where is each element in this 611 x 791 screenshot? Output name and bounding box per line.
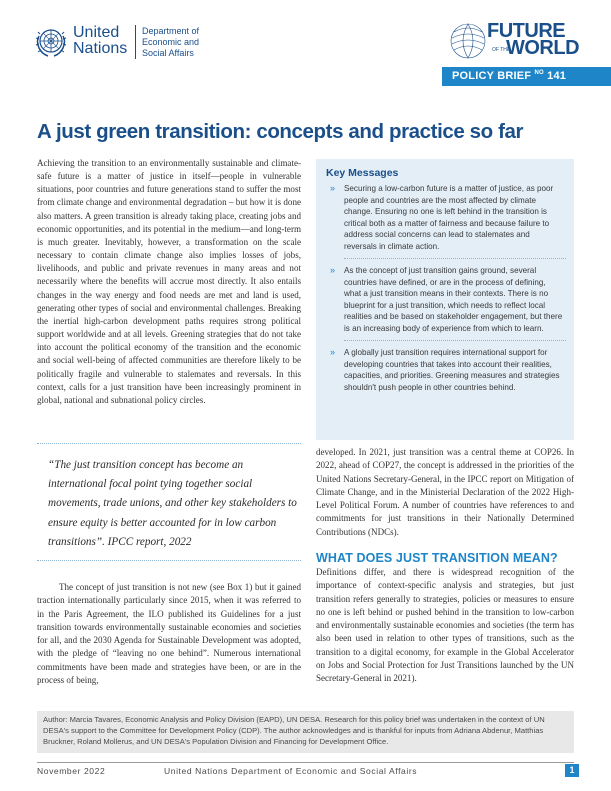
key-message-divider xyxy=(344,258,566,259)
quote-divider-top xyxy=(37,443,301,444)
un-name xyxy=(73,25,135,57)
page-header xyxy=(0,0,611,112)
page-title: A just green transition: concepts and practice so far xyxy=(37,120,524,143)
intro-paragraph: Achieving the transition to an environmentally sustainable and climate-safe future is a matter of justice in itself—people in vulnerable situations, poor countries and future generations stand to suffer the most from climate change and environmental degradation – but how it is done also matters. A green transition is already taking place, creating jobs and economic opportunities, and its potential in the medium—and long-term is much greater. Inevitably, however, a transformation on the scale necessary to contain climate change also implies losses of jobs, livelihoods, and public and private revenues in many areas and not necessarily where the benefits will accrue most directly. It also entails changes in the way energy and food needs are met and land is used, generating other types of social and environmental challenges. Breaking the inertial high-carbon development paths requires strong political support worldwide and at all levels. Greening strategies that do not take into account the political economy of the transition and the economic and social well-being of affected communities are therefore likely to be politically fragile and vulnerable to stalemates and reversals. In this context, calls for a just transition have been increasingly prominent in global, national and subnational policy circles. xyxy=(37,158,301,405)
desa-line1: Department of xyxy=(142,26,200,36)
author-note: Author: Marcia Tavares, Economic Analysis and Policy Division (EAPD), UN DESA. Research for this policy brief was undertaken in the context of UN DESA's support to the Committee for Development Policy (CDP). The author acknowledges and is thankful for inputs from Adriana Abdenur, Matthias Bruckner, Roland Mollerus, and UN DESA's Population Division and Financing for Development Office. xyxy=(43,715,545,747)
pull-quote: “The just transition concept has become an international focal point tying together social movements, trade unions, and other key stakeholders to ensure equity is better accounted for in low carbon transitions”. IPCC report, 2022 xyxy=(48,459,297,548)
desa-line3: Social Affairs xyxy=(142,48,194,58)
key-messages-title: Key Messages xyxy=(326,167,399,179)
key-message-item xyxy=(330,265,564,334)
page-number: 1 xyxy=(565,764,579,777)
un-name-line1: United xyxy=(73,24,120,41)
fotw-word-world: WORLD xyxy=(506,37,580,59)
key-message-text: Securing a low-carbon future is a matter of justice, as poor people and countries are the most affected by climate change. Ensuring no one is left behind in the transition is critical both as a matter of fairness and because failure to address social concerns can lead to stalemates and reversals in climate action. xyxy=(344,184,554,251)
un-name-line2: Nations xyxy=(73,40,128,57)
footer-date: November 2022 xyxy=(37,766,106,776)
fotw-word-of-the: OF THE xyxy=(492,47,511,53)
footer-divider xyxy=(37,762,574,763)
quote-divider-bottom xyxy=(37,560,301,561)
fotw-word-future: FUTURE xyxy=(487,20,566,42)
policy-brief-label xyxy=(452,70,566,82)
desa-name xyxy=(142,26,222,59)
chevron-bullet-icon: » xyxy=(330,183,336,193)
chevron-bullet-icon: » xyxy=(330,265,336,275)
section-heading: WHAT DOES JUST TRANSITION MEAN? xyxy=(316,551,558,565)
policy-brief-number: 141 xyxy=(547,70,567,82)
section-paragraph: Definitions differ, and there is widespread recognition of the importance of context-specific analysis and strategies, but just transition refers generally to strategies, policies or measures to ensure no one is left behind or pushed behind in the transition to low-carbon and environmentally sustainable economies and societies (the term has also been used in relation to other types of transitions, such as the transition to a digital economy, for example in the Global Accelerator on Jobs and Social Protection for Just Transitions launched by the UN Secretary-General in 2021). xyxy=(316,567,574,684)
key-message-item xyxy=(330,183,564,252)
chevron-bullet-icon: » xyxy=(330,347,336,357)
un-emblem-icon xyxy=(34,24,68,58)
desa-line2: Economic and xyxy=(142,37,200,47)
key-messages-list xyxy=(330,183,564,405)
footer-organization: United Nations Department of Economic and Social Affairs xyxy=(164,766,418,776)
key-message-text: As the concept of just transition gains ground, several countries have defined, or are in the process of defining, what a just transition means in their contexts. There is no blueprint for a just transition, which needs to reflect local realities and be based on stakeholder engagement, but there is an increasing body of experience from which to learn. xyxy=(344,266,563,333)
body-paragraph-right: developed. In 2021, just transition was a central theme at COP26. In 2022, ahead of COP27, the concept is addressed in the priorities of the United Nations Secretary-General, in the IPCC report on Mitigation of Climate Change, and in the Ministerial Declaration of the 2022 High-Level Political Forum. A number of countries have references to and commitments for just transitions in their Nationally Determined Contributions (NDCs). xyxy=(316,447,574,537)
policy-brief-text: POLICY BRIEF xyxy=(452,70,532,82)
key-message-divider xyxy=(344,340,566,341)
key-message-item xyxy=(330,347,564,393)
body-paragraph-left: The concept of just transition is not new (see Box 1) but it gained traction internationally particularly since 2015, when it was referred to in the Paris Agreement, the ILO published its Guidelines for a just transition towards environmentally sustainable economies and societies for all, and the 2030 Agenda for Sustainable Development was adopted, with the pledge of “leaving no one behind”. Numerous international commitments have been made and strategies have been, or are in the process of being, xyxy=(37,582,301,686)
policy-brief-no: NO xyxy=(534,70,544,76)
key-message-text: A globally just transition requires international support for developing countries that takes into account their realities, capacities, and priorities. Greening measures and strategies shouldn't push people in other countries behind. xyxy=(344,348,560,392)
logo-divider xyxy=(135,25,136,59)
